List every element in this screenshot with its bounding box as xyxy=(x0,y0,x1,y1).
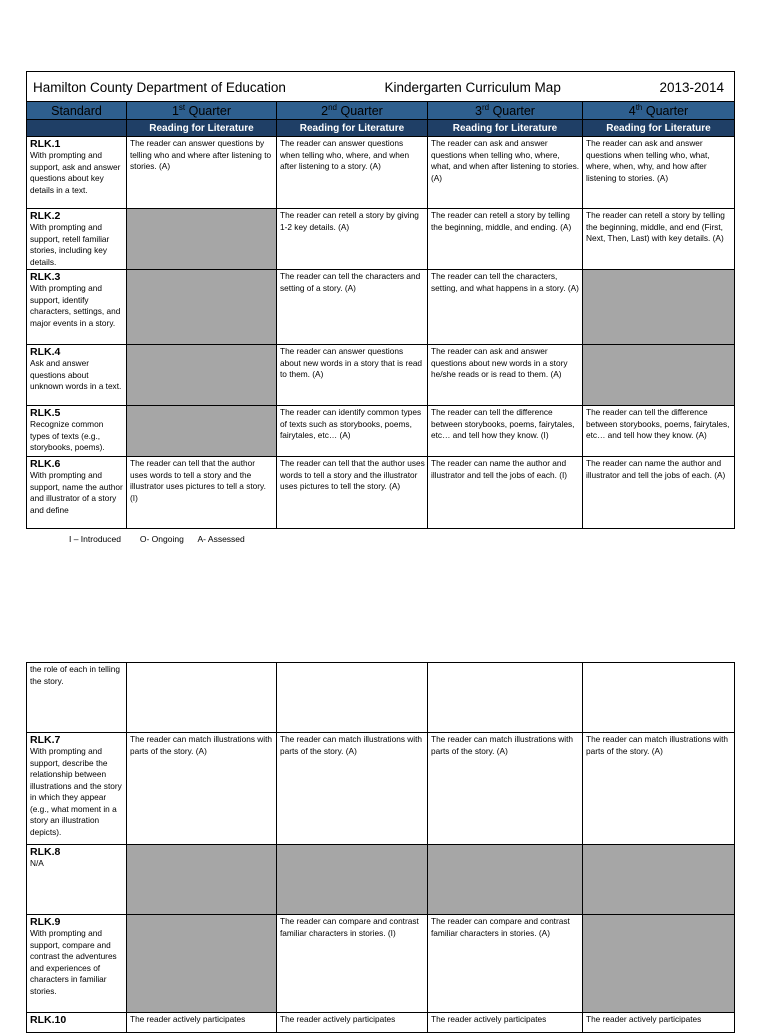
curriculum-table-page2 xyxy=(26,662,735,1033)
q1-cell-empty xyxy=(127,406,277,457)
assessment-legend: I – Introduced O- Ongoing A- Assessed xyxy=(69,534,245,544)
q3-cell: The reader can tell the difference between storybooks, poems, fairytales, etc… and tell how they know. (I) xyxy=(428,406,583,457)
standard-cell: RLK.9 With prompting and support, compare and contrast the adventures and experiences of characters in familiar stories. xyxy=(27,915,127,1013)
table-row xyxy=(27,137,735,209)
q1-cell-empty xyxy=(127,845,277,915)
q2-cell-empty xyxy=(277,845,428,915)
q4-cell: The reader can match illustrations with parts of the story. (A) xyxy=(583,733,735,845)
q4-cell-empty xyxy=(583,915,735,1013)
q2-cell: The reader can match illustrations with parts of the story. (A) xyxy=(277,733,428,845)
q4-cell: The reader can retell a story by telling the beginning, middle, and end (First, Next, Then, Last) with key details. (A) xyxy=(583,209,735,270)
q2-cell: The reader can answer questions about new words in a story that is read to them. (A) xyxy=(277,345,428,406)
standard-cell: RLK.4 Ask and answer questions about unknown words in a text. xyxy=(27,345,127,406)
standard-cell: RLK.8 N/A xyxy=(27,845,127,915)
q2-cell: The reader can tell that the author uses words to tell a story and the illustrator uses pictures to tell the story. (A) xyxy=(277,457,428,529)
q3-cell: The reader can retell a story by telling the beginning, middle, and ending. (A) xyxy=(428,209,583,270)
q2-cell xyxy=(277,663,428,733)
table-row xyxy=(27,663,735,733)
standard-header: Standard xyxy=(27,102,127,120)
q2-header: 2nd Quarter xyxy=(277,102,428,120)
department-title: Hamilton County Department of Education xyxy=(33,79,286,95)
standard-cell: the role of each in telling the story. xyxy=(27,663,127,733)
standard-cell: RLK.7 With prompting and support, describe the relationship between illustrations and the story in which they appear (e.g., what moment in a story an illustration depicts). xyxy=(27,733,127,845)
table-row xyxy=(27,457,735,529)
table-row xyxy=(27,1013,735,1033)
standard-cell: RLK.2 With prompting and support, retell familiar stories, including key details. xyxy=(27,209,127,270)
q3-cell: The reader can tell the characters, setting, and what happens in a story. (A) xyxy=(428,270,583,345)
q2-subheader: Reading for Literature xyxy=(277,120,428,137)
table-row xyxy=(27,209,735,270)
subheader-blank xyxy=(27,120,127,137)
q3-subheader: Reading for Literature xyxy=(428,120,583,137)
table-row xyxy=(27,845,735,915)
q3-cell: The reader can match illustrations with parts of the story. (A) xyxy=(428,733,583,845)
q3-cell: The reader can name the author and illustrator and tell the jobs of each. (I) xyxy=(428,457,583,529)
q3-cell xyxy=(428,663,583,733)
q1-cell: The reader can tell that the author uses words to tell a story and the illustrator uses pictures to tell a story. (I) xyxy=(127,457,277,529)
q1-cell-empty xyxy=(127,345,277,406)
q1-cell xyxy=(127,663,277,733)
standard-cell: RLK.6 With prompting and support, name the author and illustrator of a story and define xyxy=(27,457,127,529)
title-row xyxy=(27,72,735,102)
standard-cell: RLK.10 xyxy=(27,1013,127,1033)
map-title: Kindergarten Curriculum Map xyxy=(384,79,561,95)
year-label: 2013-2014 xyxy=(659,79,724,95)
q4-cell: The reader actively participates xyxy=(583,1013,735,1033)
q4-cell: The reader can name the author and illustrator and tell the jobs of each. (A) xyxy=(583,457,735,529)
q1-header: 1st Quarter xyxy=(127,102,277,120)
q3-cell: The reader actively participates xyxy=(428,1013,583,1033)
standard-cell: RLK.5 Recognize common types of texts (e.g., storybooks, poems). xyxy=(27,406,127,457)
q4-header: 4th Quarter xyxy=(583,102,735,120)
q1-cell: The reader can match illustrations with parts of the story. (A) xyxy=(127,733,277,845)
curriculum-table-page1 xyxy=(26,71,735,529)
q3-cell-empty xyxy=(428,845,583,915)
q2-cell: The reader can retell a story by giving 1-2 key details. (A) xyxy=(277,209,428,270)
q4-cell-empty xyxy=(583,270,735,345)
q3-cell: The reader can compare and contrast familiar characters in stories. (A) xyxy=(428,915,583,1013)
q4-cell xyxy=(583,663,735,733)
table-row xyxy=(27,733,735,845)
q2-cell: The reader can identify common types of texts such as storybooks, poems, fairytales, etc… (A) xyxy=(277,406,428,457)
standard-cell: RLK.3 With prompting and support, identify characters, settings, and major events in a story. xyxy=(27,270,127,345)
q2-cell: The reader can answer questions when telling who, where, and when after listening to a story. (A) xyxy=(277,137,428,209)
q1-subheader: Reading for Literature xyxy=(127,120,277,137)
table-row xyxy=(27,345,735,406)
q4-subheader: Reading for Literature xyxy=(583,120,735,137)
q1-cell: The reader can answer questions by telling who and where after listening to stories. (A) xyxy=(127,137,277,209)
q2-cell: The reader can compare and contrast familiar characters in stories. (I) xyxy=(277,915,428,1013)
q3-cell: The reader can ask and answer questions when telling who, where, what, and when after listening to stories. (A) xyxy=(428,137,583,209)
q1-cell-empty xyxy=(127,915,277,1013)
table-row xyxy=(27,406,735,457)
q1-cell-empty xyxy=(127,209,277,270)
q4-cell-empty xyxy=(583,345,735,406)
table-row xyxy=(27,915,735,1013)
q2-cell: The reader actively participates xyxy=(277,1013,428,1033)
q3-cell: The reader can ask and answer questions about new words in a story he/she reads or is read to them. (A) xyxy=(428,345,583,406)
table-row xyxy=(27,270,735,345)
q3-header: 3rd Quarter xyxy=(428,102,583,120)
q4-cell-empty xyxy=(583,845,735,915)
standard-cell: RLK.1 With prompting and support, ask and answer questions about key details in a text. xyxy=(27,137,127,209)
q4-cell: The reader can tell the difference between storybooks, poems, fairytales, etc… and tell how they know. (A) xyxy=(583,406,735,457)
q1-cell-empty xyxy=(127,270,277,345)
q2-cell: The reader can tell the characters and setting of a story. (A) xyxy=(277,270,428,345)
q1-cell: The reader actively participates xyxy=(127,1013,277,1033)
q4-cell: The reader can ask and answer questions when telling who, what, where, when, why, and how after listening to stories. (A) xyxy=(583,137,735,209)
